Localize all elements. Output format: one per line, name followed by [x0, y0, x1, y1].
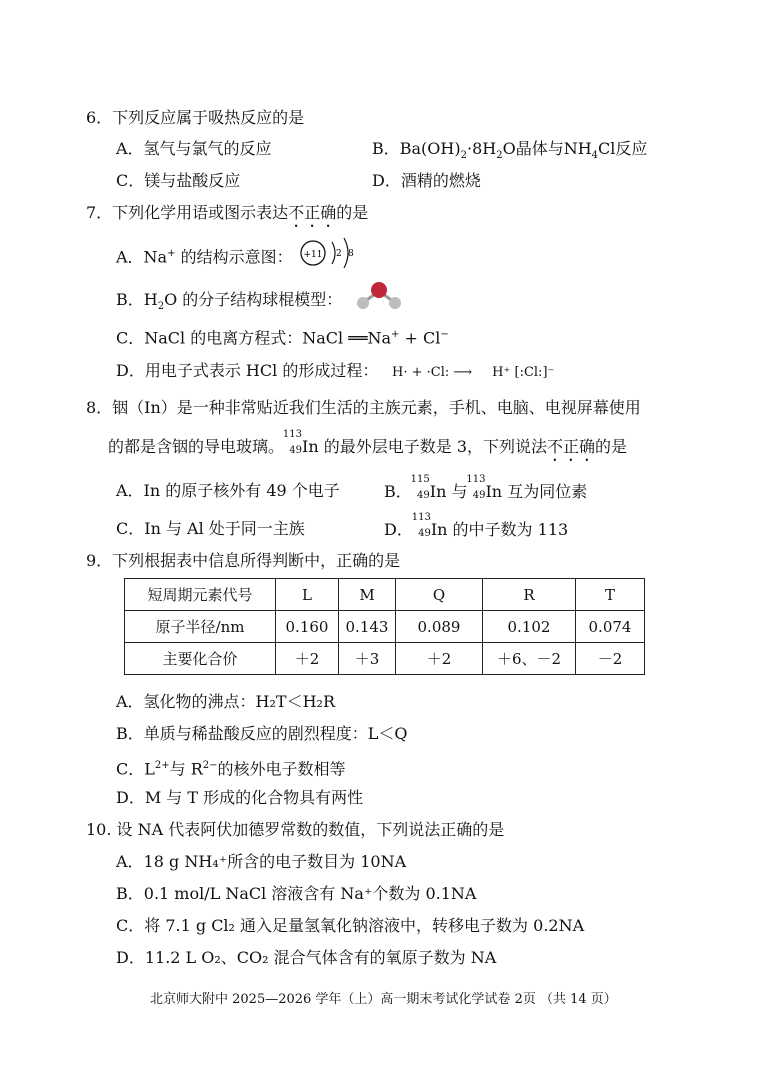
q7-option-c: C．NaCl 的电离方程式：NaCl ══Na+ + Cl−	[116, 328, 449, 348]
q9-option-b: B．单质与稀盐酸反应的剧烈程度：L＜Q	[116, 724, 408, 743]
table-cell: ＋2	[276, 643, 339, 675]
hcl-formation-electron-formula: H· + ·Cl: ⟶ H⁺ [:Cl:]⁻	[392, 365, 555, 380]
table-cell: 短周期元素代号	[125, 579, 276, 611]
table-cell: －2	[576, 643, 645, 675]
q8-option-c: C．In 与 Al 处于同一主族	[116, 519, 305, 538]
q6-option-d: D．酒精的燃烧	[372, 171, 481, 190]
water-ball-stick-model	[350, 280, 408, 310]
table-cell: 0.160	[276, 611, 339, 643]
table-cell: L	[276, 579, 339, 611]
q7-option-d: D．用电子式表示 HCl 的形成过程：	[116, 361, 379, 380]
table-cell: 0.143	[339, 611, 396, 643]
table-cell: 原子半径/nm	[125, 611, 276, 643]
q10-option-b: B．0.1 mol/L NaCl 溶液含有 Na⁺个数为 0.1NA	[116, 884, 477, 903]
table-cell: M	[339, 579, 396, 611]
q8-option-a: A．In 的原子核外有 49 个电子	[116, 481, 340, 500]
q10-option-a: A．18 g NH₄⁺所含的电子数目为 10NA	[116, 852, 407, 871]
q7-stem: 7．下列化学用语或图示表达不正确的是	[86, 203, 369, 222]
q7-option-b: B．$H_2O$ 的分子结构球棍模型：	[116, 290, 343, 313]
table-row	[125, 579, 645, 611]
q10-option-d: D．11.2 L O₂、CO₂ 混合气体含有的氧原子数为 NA	[116, 948, 497, 967]
q8-option-d: D． 113 49 In 的中子数为 113	[384, 512, 569, 539]
table-cell: 主要化合价	[125, 643, 276, 675]
q6-stem: 6．下列反应属于吸热反应的是	[86, 108, 305, 127]
q10-stem: 10. 设 NA 代表阿伏加德罗常数的数值，下列说法正确的是	[86, 820, 505, 839]
q8-stem-line1: 8．铟（In）是一种非常贴近我们生活的主族元素，手机、电脑、电视屏幕使用	[86, 398, 641, 417]
svg-text:2: 2	[336, 249, 342, 259]
table-cell: R	[483, 579, 576, 611]
q8-option-b: B． 115 49 In 与 113 49 In 互为同位素	[384, 474, 588, 501]
svg-text:8: 8	[348, 249, 354, 259]
table-cell: Q	[396, 579, 483, 611]
q6-option-a: A．氢气与氯气的反应	[116, 139, 272, 158]
q9-option-d: D．M 与 T 形成的化合物具有两性	[116, 788, 364, 807]
element-data-table	[124, 578, 645, 675]
q8-stem-line2: 的都是含铟的导电玻璃。 113 49 In 的最外层电子数是 3，下列说法不正确的是	[108, 429, 628, 456]
page-footer: 北京师大附中 2025—2026 学年（上）高一期末考试化学试卷 2页 （共 14 页）	[150, 992, 617, 1007]
table-cell: 0.102	[483, 611, 576, 643]
table-cell: ＋2	[396, 643, 483, 675]
q6-option-b: B．$Ba(OH)_2\cdot 8H_2O$晶体与$NH_4Cl$反应	[372, 139, 648, 162]
q9-option-c: C．$L^{2+}$与 $R^{2-}$的核外电子数相等	[116, 759, 346, 779]
isotope-115-49: 115 49	[410, 474, 430, 501]
q9-stem: 9．下列根据表中信息所得判断中，正确的是	[86, 551, 401, 570]
q9-option-a: A．氢化物的沸点：H₂T＜H₂R	[116, 692, 336, 711]
isotope-113-49: 113 49	[282, 429, 303, 456]
sodium-ion-structure-diagram	[298, 234, 362, 274]
table-cell: T	[576, 579, 645, 611]
q10-option-c: C．将 7.1 g Cl₂ 通入足量氢氧化钠溶液中，转移电子数为 0.2NA	[116, 916, 585, 935]
table-cell: 0.074	[576, 611, 645, 643]
table-cell: 0.089	[396, 611, 483, 643]
isotope-113-49: 113 49	[411, 512, 431, 539]
q7-option-a: A．Na+ 的结构示意图：	[116, 247, 293, 267]
table-cell: ＋3	[339, 643, 396, 675]
q6-option-c: C．镁与盐酸反应	[116, 171, 241, 190]
table-cell: ＋6、－2	[483, 643, 576, 675]
table-row	[125, 643, 645, 675]
isotope-113-49: 113 49	[466, 474, 486, 501]
table-row	[125, 611, 645, 643]
svg-text:+11: +11	[303, 250, 323, 260]
